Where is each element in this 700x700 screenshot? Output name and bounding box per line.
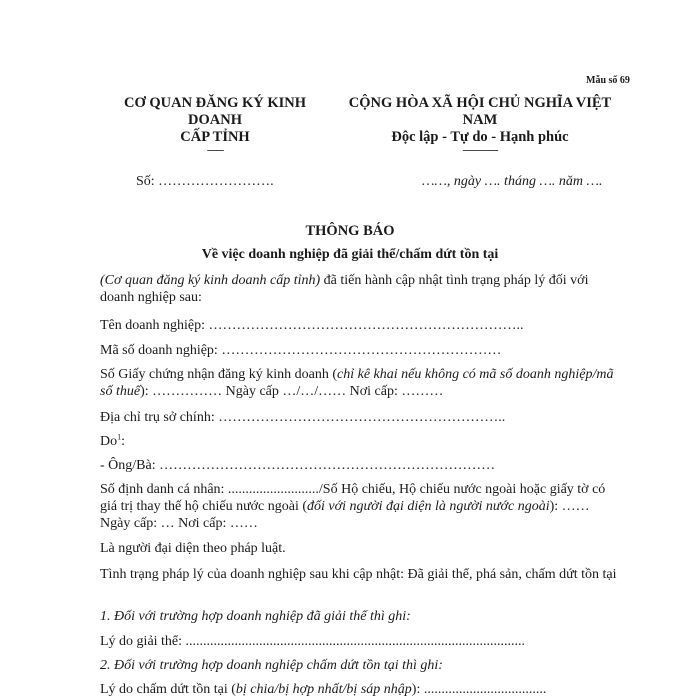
agency-separator: ------- <box>206 145 224 156</box>
document-number: Số: ……………………. <box>136 174 274 189</box>
agency-line-1: CƠ QUAN ĐĂNG KÝ KINH <box>123 95 307 111</box>
cert-suffix: ): …………… Ngày cấp …/…/…… Nơi cấp: ……… <box>140 384 444 399</box>
business-certificate-field <box>100 366 620 400</box>
section-2-heading <box>100 657 620 674</box>
agency-placeholder: (Cơ quan đăng ký kinh doanh cấp tỉnh) <box>100 273 321 288</box>
id-suffix: ): …… Ngày cấp: … Nơi cấp: …… <box>100 499 590 531</box>
do-colon: : <box>121 434 126 449</box>
id-note: đối với người đại diện là người nước ngoài <box>307 499 550 514</box>
section-2-heading-text: 2. Đối với trường hợp doanh nghiệp chấm dứt tồn tại thì ghi: <box>100 658 443 673</box>
issuing-agency-header <box>100 95 330 156</box>
document-title: THÔNG BÁO <box>305 223 395 239</box>
do-text: Do <box>100 434 118 449</box>
termination-prefix: Lý do chấm dứt tồn tại ( <box>100 682 236 697</box>
agency-line-2: DOANH <box>188 112 242 128</box>
personal-id-field <box>100 481 620 532</box>
termination-note: bị chia/bị hợp nhất/bị sáp nhập <box>235 682 412 697</box>
company-name-field: Tên doanh nghiệp: ………………………………………………………….. <box>100 318 524 333</box>
legal-status-statement: Tình trạng pháp lý của doanh nghiệp sau khi cập nhật: Đã giải thể, phá sản, chấm dứt tồn tại <box>100 567 617 582</box>
nation-line-2: NAM <box>462 112 498 128</box>
do-label <box>100 433 620 450</box>
document-subtitle: Về việc doanh nghiệp đã giải thể/chấm dứt tồn tại <box>201 247 499 262</box>
head-office-address-field: Địa chỉ trụ sở chính: …………………………………………………….. <box>100 410 506 425</box>
section-1-heading <box>100 608 620 625</box>
footnote-marker: 1 <box>117 432 122 442</box>
motto-separator: --------------- <box>462 145 498 156</box>
company-code-field: Mã số doanh nghiệp: …………………………………………………… <box>100 343 502 358</box>
cert-prefix: Số Giấy chứng nhận đăng ký kinh doanh ( <box>100 367 337 382</box>
agency-line-3: CẤP TỈNH <box>180 129 250 145</box>
dissolution-reason-field: Lý do giải thể: ................................................................................................. <box>100 634 526 649</box>
intro-paragraph <box>100 272 620 306</box>
nation-line-1: CỘNG HÒA XÃ HỘI CHỦ NGHĨA VIỆT <box>348 95 612 111</box>
termination-reason-field <box>100 681 620 698</box>
document-date: ……, ngày …. tháng …. năm …. <box>422 174 603 189</box>
intro-text: đã tiến hành cập nhật tình trạng pháp lý đối với doanh nghiệp sau: <box>100 273 589 305</box>
termination-suffix: ): ................................... <box>411 682 547 697</box>
section-1-heading-text: 1. Đối với trường hợp doanh nghiệp đã giải thể thì ghi: <box>100 609 411 624</box>
representative-name-field: - Ông/Bà: ……………………………………………………………… <box>100 458 496 473</box>
cert-note: chỉ kê khai nếu không có mã số doanh nghiệp/mã số thuế <box>100 367 614 399</box>
motto-line: Độc lập - Tự do - Hạnh phúc <box>391 129 569 145</box>
form-number: Mẫu số 69 <box>586 75 630 86</box>
legal-representative-statement: Là người đại diện theo pháp luật. <box>100 541 286 556</box>
national-motto-header <box>330 95 630 156</box>
id-prefix: Số định danh cá nhân: ........................../Số Hộ chiếu, Hộ chiếu nước ngoài hoặc giấy tờ có giá trị thay thế hộ chiếu nước ngoài ( <box>100 482 606 514</box>
